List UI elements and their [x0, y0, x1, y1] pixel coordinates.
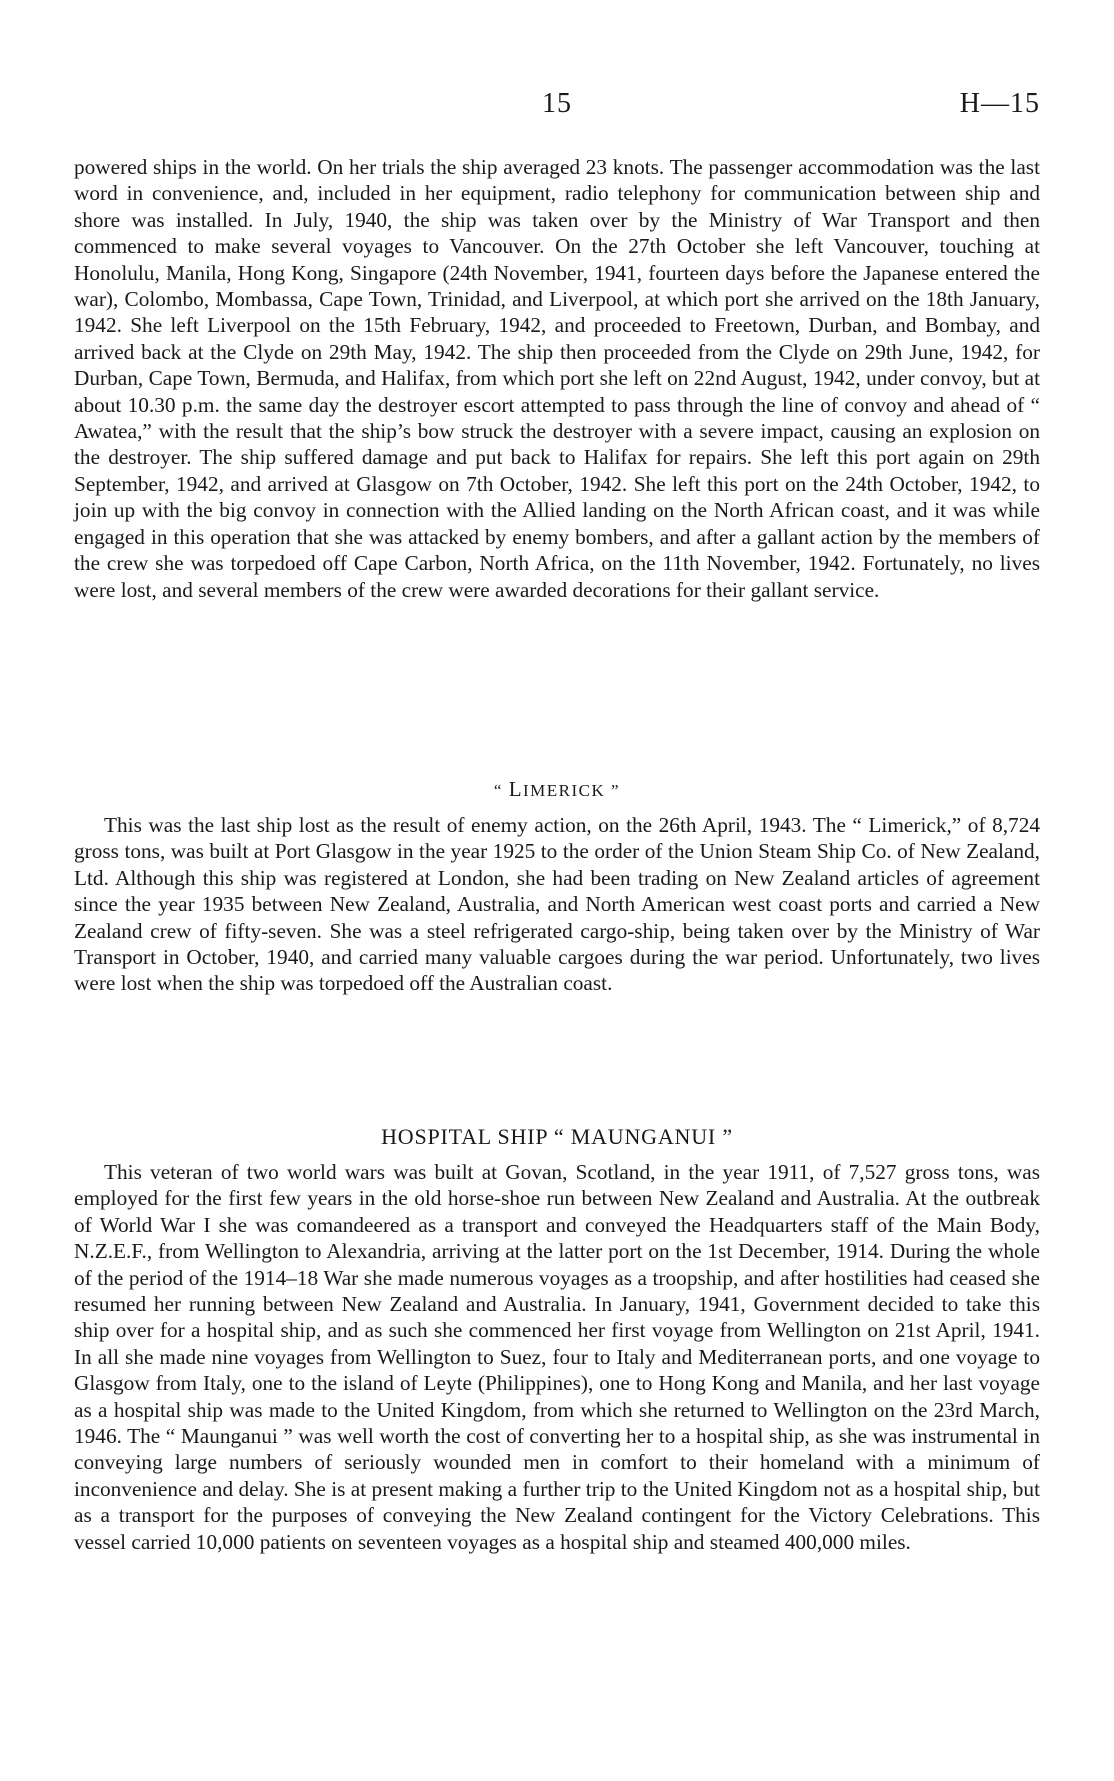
paragraph-maunganui: This veteran of two world wars was built at Govan, Scotland, in the year 1911, of 7,527 gross tons, was employed for the first few years in the old horse-shoe run between New Zealand and Australia. At the outbreak of World War I she was comandeered as a transport and conveyed the Headquarters staff of the Main Body, N.Z.E.F., from Wellington to Alexandria, arriving at the latter port on the 1st December, 1914. During the whole of the period of the 1914–18 War she made numerous voyages as a troopship, and after hostilities had ceased she resumed her running between New Zealand and Australia. In January, 1941, Government decided to take this ship over for a hospital ship, and as such she commenced her first voyage from Wellington on 21st April, 1941. In all she made nine voyages from Wellington to Suez, four to Italy and Mediterranean ports, and one voyage to Glasgow from Italy, one to the island of Leyte (Philippines), one to Hong Kong and Manila, and her last voyage as a hospital ship was made to the United Kingdom, from which she returned to Wellington on the 23rd March, 1946. The “ Maunganui ” was well worth the cost of converting her to a hospital ship, as she was instrumental in conveying large numbers of seriously wounded men in comfort to their homeland with a minimum of inconvenience and delay. She is at present making a further trip to the United Kingdom not as a hospital ship, but as a transport for the purposes of conveying the New Zealand contingent for the Victory Celebrations. This vessel carried 10,000 patients on seventeen voyages as a hospital ship and steamed 400,000 miles. — [74, 1160, 1040, 1554]
document-reference: H—15 — [959, 88, 1040, 119]
heading-limerick-open-quote: “ — [493, 781, 509, 800]
paragraph-limerick: This was the last ship lost as the result of enemy action, on the 26th April, 1943. The “ Limerick,” of 8,724 gross tons, was built at Port Glasgow in the year 1925 to the order of the Union Steam Ship Co. of New Zealand, Ltd. Although this ship was registered at London, she had been trading on New Zealand articles of agreement since the year 1935 between New Zealand, Australia, and North American west coast ports and carried a New Zealand crew of fifty-seven. She was a steel refrigerated cargo-ship, being taken over by the Ministry of War Transport in October, 1940, and carried many valuable cargoes during the war period. Unfortunately, two lives were lost when the ship was torpedoed off the Australian coast. — [74, 813, 1040, 996]
page-number: 15 — [542, 88, 572, 119]
heading-limerick-close-quote: ” — [605, 781, 621, 800]
heading-limerick-initial: L — [508, 777, 524, 801]
heading-limerick-rest: IMERICK — [523, 781, 606, 800]
heading-hospital-ship-maunganui: HOSPITAL SHIP “ MAUNGANUI ” — [381, 1124, 733, 1149]
heading-limerick — [0, 777, 1114, 802]
paragraph-awatea-continuation: powered ships in the world. On her trials the ship averaged 23 knots. The passenger accommodation was the last word in convenience, and, included in her equipment, radio telephony for communication between ship and shore was installed. In July, 1940, the ship was taken over by the Ministry of War Transport and then commenced to make several voyages to Vancouver. On the 27th October she left Vancouver, touching at Honolulu, Manila, Hong Kong, Singapore (24th November, 1941, fourteen days before the Japanese entered the war), Colombo, Mombassa, Cape Town, Trinidad, and Liverpool, at which port she arrived on the 18th January, 1942. She left Liverpool on the 15th February, 1942, and proceeded to Freetown, Durban, and Bombay, and arrived back at the Clyde on 29th May, 1942. The ship then proceeded from the Clyde on 29th June, 1942, for Durban, Cape Town, Bermuda, and Halifax, from which port she left on 22nd August, 1942, under convoy, but at about 10.30 p.m. the same day the destroyer escort attempted to pass through the line of convoy and ahead of “ Awatea,” with the result that the ship’s bow struck the destroyer with a severe impact, causing an explosion on the destroyer. The ship suffered damage and put back to Halifax for repairs. She left this port again on 29th September, 1942, and arrived at Glasgow on 7th October, 1942. She left this port on the 24th October, 1942, to join up with the big convoy in connection with the Allied landing on the North African coast, and it was while engaged in this operation that she was attacked by enemy bombers, and after a gallant action by the members of the crew she was torpedoed off Cape Carbon, North Africa, on the 11th November, 1942. Fortunately, no lives were lost, and several members of the crew were awarded decorations for their gallant service. — [74, 155, 1040, 602]
